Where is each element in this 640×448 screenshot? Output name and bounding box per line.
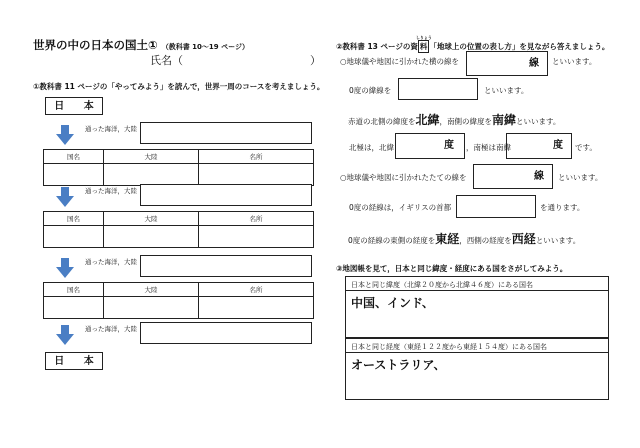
via-label: 通った海洋，大陸 — [85, 125, 137, 133]
q1-prefix: ○地球儀や地図に引かれた横の線を — [340, 57, 460, 66]
name-label: 氏名（ — [150, 54, 183, 67]
deg1-text: 度 — [444, 140, 454, 151]
north-pole-degree-box[interactable] — [395, 133, 465, 159]
q1-answer-box[interactable] — [466, 51, 548, 76]
header-landmark: 名所 — [199, 283, 314, 297]
deg2-text: 度 — [553, 140, 563, 151]
header-landmark: 名所 — [199, 212, 314, 226]
south-pole-degree-box[interactable] — [506, 133, 572, 159]
via-answer-box[interactable] — [140, 184, 312, 206]
start-japan-box: 日 本 — [45, 97, 103, 115]
title-text: 世界の中の日本の国土① — [33, 38, 158, 52]
q3-suffix: といいます。 — [516, 117, 561, 126]
down-arrow-icon — [56, 325, 74, 345]
same-latitude-box[interactable] — [345, 276, 609, 338]
q6-answer-box[interactable] — [456, 195, 536, 218]
ruby-text: しりょう — [415, 35, 432, 40]
cell-landmark[interactable] — [199, 164, 314, 186]
cell-continent[interactable] — [104, 226, 199, 248]
q3-line — [348, 111, 560, 128]
section2-heading-suffix: 「地球上の位置の表し方」を見ながら答えましょう。 — [429, 42, 610, 51]
same-longitude-label: 日本と同じ経度（東経１２２度から東経１５４度）にある国名 — [351, 343, 547, 351]
q5-answer-box[interactable] — [473, 164, 553, 189]
country-table — [43, 211, 314, 248]
via-answer-box[interactable] — [140, 255, 312, 277]
via-answer-box[interactable] — [140, 122, 312, 144]
cell-country[interactable] — [44, 297, 104, 319]
header-country: 国名 — [44, 150, 104, 164]
q6-prefix: 0度の経線は，イギリスの首都 — [349, 203, 452, 212]
q4-mid: ，南極は南緯 — [466, 143, 511, 152]
q7-suffix: といいます。 — [535, 236, 581, 245]
east-longitude-term: 東経 — [435, 232, 460, 246]
down-arrow-icon — [56, 125, 74, 145]
cell-landmark[interactable] — [199, 297, 314, 319]
down-arrow-icon — [56, 258, 74, 278]
header-continent: 大陸 — [104, 283, 199, 297]
header-continent: 大陸 — [104, 212, 199, 226]
q5-suffix: といいます。 — [558, 173, 603, 182]
north-latitude-term: 北緯 — [415, 113, 440, 127]
header-continent: 大陸 — [104, 150, 199, 164]
same-latitude-answer: 中国、インド、 — [351, 296, 434, 310]
q3-prefix: 赤道の北側の緯度を — [348, 117, 416, 126]
end-japan-box: 日 本 — [45, 352, 103, 370]
same-longitude-answer: オーストラリア、 — [351, 358, 446, 372]
boxed-char-text: 料 — [419, 42, 428, 51]
via-label: 通った海洋，大陸 — [85, 258, 137, 266]
country-table — [43, 282, 314, 319]
section3-heading: ③地図帳を見て，日本と同じ緯度・経度にある国をさがしてみよう。 — [336, 264, 568, 273]
down-arrow-icon — [56, 187, 74, 207]
textbook-pages: （教科書 10～19 ページ） — [161, 43, 249, 51]
q5-prefix: ○地球儀や地図に引かれたたての線を — [340, 173, 467, 182]
cell-landmark[interactable] — [199, 226, 314, 248]
via-label: 通った海洋，大陸 — [85, 187, 137, 195]
q1-suffix: といいます。 — [552, 57, 597, 66]
same-latitude-label: 日本と同じ緯度（北緯２０度から北緯４６度）にある国名 — [351, 281, 533, 289]
q2-answer-box[interactable] — [398, 78, 478, 100]
lon-divider — [346, 352, 608, 353]
worksheet-title — [33, 37, 249, 53]
q7-mid: ，西側の経度を — [459, 236, 512, 245]
section2-heading-prefix: ②教科書 13 ページの資 — [336, 42, 418, 51]
header-landmark: 名所 — [199, 150, 314, 164]
cell-continent[interactable] — [104, 297, 199, 319]
q4-suffix: です。 — [575, 143, 597, 152]
q3-mid: ，南側の緯度を — [439, 117, 493, 126]
name-field[interactable] — [150, 52, 321, 68]
q7-prefix: 0度の経線の東側の経度を — [348, 236, 436, 245]
name-close-paren: ） — [310, 54, 321, 67]
cell-country[interactable] — [44, 226, 104, 248]
q7-line — [348, 230, 580, 247]
west-longitude-term: 西経 — [511, 232, 536, 246]
q2-prefix: 0度の緯線を — [349, 86, 392, 95]
cell-continent[interactable] — [104, 164, 199, 186]
q1-answer-text: 線 — [529, 58, 539, 69]
south-latitude-term: 南緯 — [492, 113, 517, 127]
q2-suffix: といいます。 — [484, 86, 529, 95]
header-country: 国名 — [44, 212, 104, 226]
country-table — [43, 149, 314, 186]
q4-prefix: 北極は，北緯 — [349, 143, 394, 152]
q6-suffix: を通ります。 — [540, 203, 585, 212]
same-longitude-box[interactable] — [345, 338, 609, 400]
via-answer-box[interactable] — [140, 322, 312, 344]
lat-divider — [346, 290, 608, 291]
header-country: 国名 — [44, 283, 104, 297]
boxed-char — [415, 35, 432, 53]
section1-heading: ①教科書 11 ページの「やってみよう」を読んで，世界一周のコースを考えましょう。 — [33, 82, 325, 91]
via-label: 通った海洋，大陸 — [85, 325, 137, 333]
cell-country[interactable] — [44, 164, 104, 186]
q5-answer-text: 線 — [534, 171, 544, 182]
